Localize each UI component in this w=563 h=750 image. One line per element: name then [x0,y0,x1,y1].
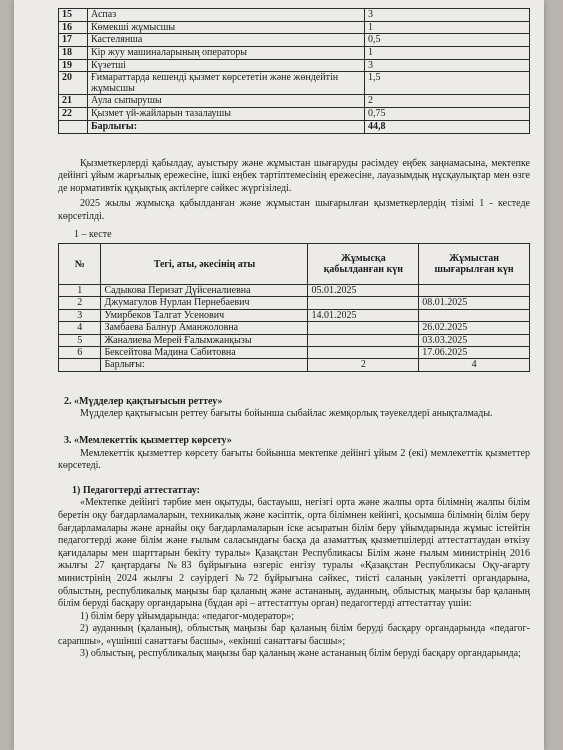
staff-row-name: Күзетші [88,59,365,72]
section-3-text: Мемлекеттік қызметтер көрсету бағыты бойынша мектепке дейінгі ұйым 2 (екі) мемлекеттік қызметтер көрсетеді. [58,447,530,472]
staff-row-value: 1 [365,21,530,34]
staff-table-row [59,108,530,121]
header-num: № [59,244,101,285]
employee-row-name: Замбаева Балнур Аманжоловна [101,322,308,334]
staff-row-name: Кастелянша [88,34,365,47]
employee-row-hired [308,297,419,309]
employee-table-row [59,322,530,334]
staff-table-row [59,47,530,60]
staff-row-value: 3 [365,9,530,22]
section-2-heading: 2. «Мүдделер қақтығысын реттеу» [64,395,223,407]
employees-total-row [59,359,530,371]
section-2-text: Мүдделер қақтығысын реттеу бағыты бойынша сыбайлас жемқорлық тәуекелдері анықталмады. [80,408,493,420]
staff-table-row [59,59,530,72]
header-dismissed: Жұмыстан шығарылған күн [419,244,530,285]
employee-row-num: 1 [59,285,101,297]
staff-table-row [59,95,530,108]
employees-table [58,243,530,372]
paragraph-staff-procedures: Қызметкерлерді қабылдау, ауыстыру және жұмыстан шығаруды рәсімдеу еңбек заңнамасына, мектепке дейінгі ұйым жарғылық ережесіне, ішкі еңбек тәртіптемесінің ережесіне, лауазымдық нұсқаулықтар мен өзге де нормативтік құқықтық актілерге сәйкес жүргізіледі. [58,157,530,194]
header-hired: Жұмысқа қабылданған күн [308,244,419,285]
section-3-body: «Мектепке дейінгі тәрбие мен оқытуды, бастауыш, негізгі орта және жалпы орта білімнің жалпы білім беретін оқу бағдарламаларын, техникалық және кәсіптік, орта білімнен кейінгі, қосымша білімнің білім беру бағдарламалары және арнайы оқу бағдарламаларын іске асыратын білім беру ұйымдарында жұмыс істейтін педагогтерді және білім және ғылым саласындағы басқа да азаматтық қызметшілерді аттестаттаудан өткізу қағидалары мен шарттарын бекіту туралы» Қазақстан Республикасы Білім және ғылым министрінің 2016 жылғы 27 қаңтардағы №83 бұйрығына өзгеріс енгізу туралы «Қазақстан Республикасы Оқу-ағарту министрінің 2024 жылғы 2 сәуірдегі №72 бұйрығына сәйкес, тиісті саланың уәкілетті органдарына, облыстың, республикалық маңызы бар қаланың және астананың, ауданның, облыстық маңызы бар қаланың білім беруді басқару органдарына (бұдан әрі – аттестаттуы орган) педагогтерді аттестаттау үшін: [58,497,530,610]
employee-row-dismissed [419,309,530,321]
section-3-list-item: 3) облыстың, республикалық маңызы бар қаланың және астананың білім беруді басқару органдарында; [80,648,521,660]
employee-row-num: 6 [59,347,101,359]
staff-table [58,8,530,134]
employee-table-row [59,334,530,346]
staff-row-value: 0,75 [365,108,530,121]
staff-row-num: 19 [59,59,88,72]
employee-row-hired [308,322,419,334]
section-3-list-item: 2) ауданның (қаланың), облыстық маңызы бар қаланың білім беруді басқару органдарында «педагог-сарапшы», «үшінші санаттағы басшы», «екінші санаттағы басшы»; [58,623,530,647]
staff-table-row [59,21,530,34]
employee-row-name: Умирбеков Талгат Усенович [101,309,308,321]
document-page [14,0,544,750]
employees-total-hired: 2 [308,359,419,371]
staff-total-row [59,120,530,133]
staff-row-name: Аспаз [88,9,365,22]
staff-table-row [59,72,530,95]
employee-row-hired: 05.01.2025 [308,285,419,297]
employees-header-row [59,244,530,285]
employee-row-num: 4 [59,322,101,334]
paragraph-staff-list-intro: 2025 жылы жұмысқа қабылданған және жұмыстан шығарылған қызметкерлердің тізімі 1 - кестеде көрсетілді. [58,198,530,222]
employee-table-row [59,285,530,297]
employee-row-dismissed [419,285,530,297]
staff-row-num: 15 [59,9,88,22]
staff-row-name: Қызмет үй-жайларын тазалаушы [88,108,365,121]
staff-row-name: Ғимараттарда кешенді қызмет көрсететін және жөндейтін жұмысшы [88,72,365,95]
employee-row-dismissed: 26.02.2025 [419,322,530,334]
staff-total-value: 44,8 [365,120,530,133]
staff-row-num: 17 [59,34,88,47]
staff-row-num: 20 [59,72,88,95]
employee-row-num: 2 [59,297,101,309]
section-3-subheading: 1) Педагогтерді аттестаттау: [72,484,200,496]
employees-total-dismissed: 4 [419,359,530,371]
staff-row-value: 0,5 [365,34,530,47]
employee-row-dismissed: 03.03.2025 [419,334,530,346]
employee-row-hired [308,347,419,359]
employees-total-label: Барлығы: [101,359,308,371]
employee-row-num: 5 [59,334,101,346]
document-content [58,8,530,661]
section-3-heading: 3. «Мемлекеттік қызметтер көрсету» [64,434,232,446]
staff-row-name: Кір жуу машиналарының операторы [88,47,365,60]
staff-total-label: Барлығы: [88,120,365,133]
staff-row-num: 18 [59,47,88,60]
employee-row-dismissed: 08.01.2025 [419,297,530,309]
employee-row-name: Садыкова Перизат Дүйсеналиевна [101,285,308,297]
staff-row-num: 16 [59,21,88,34]
employee-row-name: Бексейтова Мадина Сабитовна [101,347,308,359]
employee-table-row [59,297,530,309]
staff-row-value: 2 [365,95,530,108]
table-caption: 1 – кесте [74,229,112,241]
employee-row-name: Джумагулов Нурлан Пернебаевич [101,297,308,309]
staff-table-row [59,34,530,47]
section-3-list-item: 1) білім беру ұйымдарында: «педагог-модератор»; [80,610,295,622]
header-name: Тегі, аты, әкесінің аты [101,244,308,285]
employee-row-hired: 14.01.2025 [308,309,419,321]
staff-row-name: Көмекші жұмысшы [88,21,365,34]
employee-table-row [59,309,530,321]
staff-row-value: 1 [365,47,530,60]
section-3-list [58,611,530,661]
staff-row-num: 22 [59,108,88,121]
employee-row-hired [308,334,419,346]
employee-table-row [59,347,530,359]
employee-row-dismissed: 17.06.2025 [419,347,530,359]
employee-row-num: 3 [59,309,101,321]
staff-row-value: 3 [365,59,530,72]
staff-row-num: 21 [59,95,88,108]
staff-row-name: Аула сыпырушы [88,95,365,108]
staff-table-row [59,9,530,22]
staff-row-value: 1,5 [365,72,530,95]
employee-row-name: Жаналиева Мерей Ғалымжанқызы [101,334,308,346]
